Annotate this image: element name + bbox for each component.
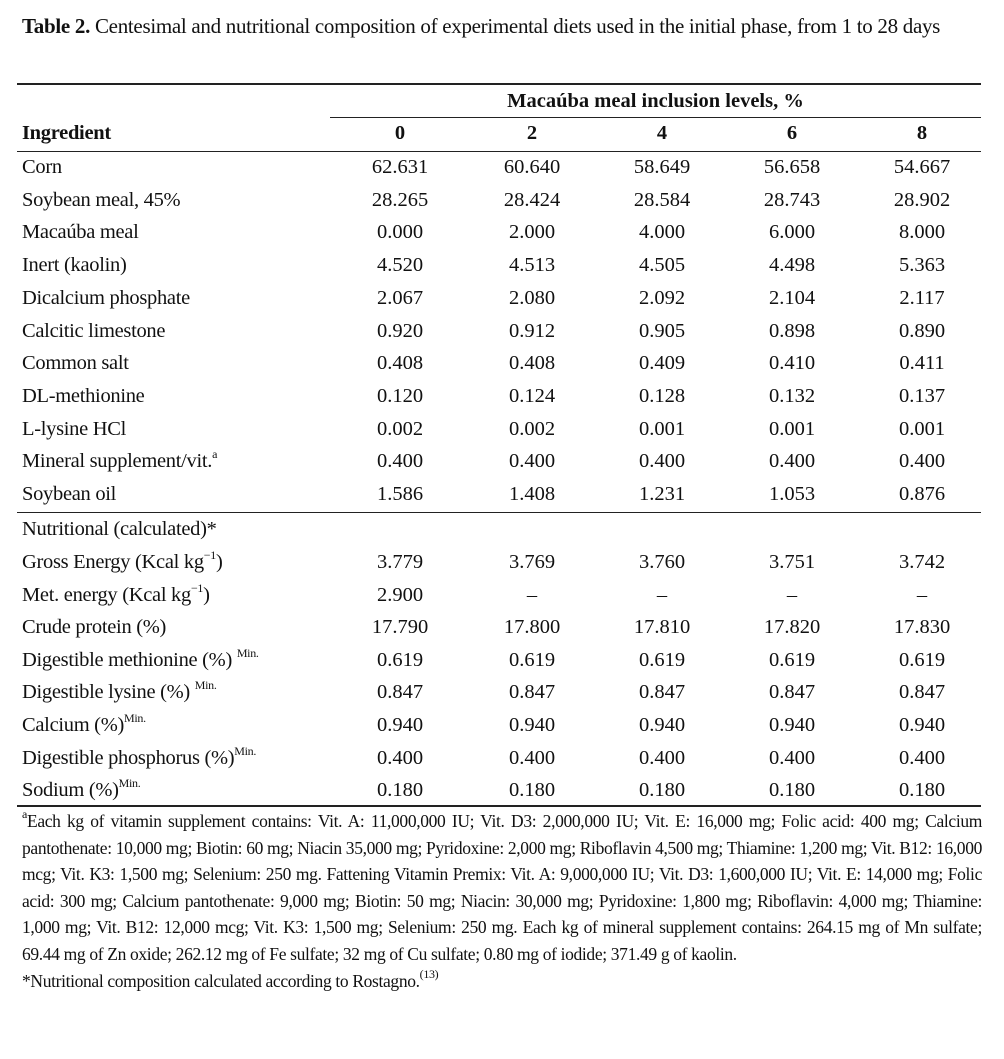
cell-value: 0.002 [508,417,556,440]
footnotes [22,808,982,994]
cell-value: 28.424 [503,188,561,211]
table-row [22,579,984,612]
row-label [22,709,146,742]
bottom-rule [17,805,981,807]
top-rule [17,83,981,85]
row-label-text: Sodium (%) [22,779,119,802]
footnote-a-text: Each kg of vitamin supplement contains: Vit. A: 11,000,000 IU; Vit. D3: 2,000,000 IU; Vit. E: 16,000 mg; Folic acid: 400 mg; Calcium pantothenate: 10,000 mg; Biotin: 60 mg; Niacin 35,000 mg; Pyridoxine: 2,000 mg; Riboflavin 4,500 mg; Thiamine: 1,200 mg; Vit. B12: 16,000 mcg; Vit. K3: 1,500 mg; Selenium: 250 mg. Fattening Vitamin Premix: Vit. A: 9,000,000 IU; Vit. D3: 1,600,000 IU; Vit. E: 14,000 mg; Folic acid: 300 mg; Calcium pantothenate: 9,000 mg; Biotin: 50 mg; Niacin: 30,000 mg; Pyridoxine: 1,800 mg; Riboflavin: 4,000 mg; Thiamine: 1,000 mg; Vit. B12: 12,000 mcg; Vit. K3: 1,500 mg; Selenium: 250 mg. Each kg of mineral supplement contains: 264.15 mg of Mn sulfate; 69.44 mg of Zn oxide; 262.12 mg of Fe sulfate; 32 mg of Cu sulfate; 0.80 mg of iodide; 371.49 g of kaolin. [22,811,982,964]
cell-value: 1.231 [638,483,686,505]
nutritional-header-row [22,513,984,546]
row-label [22,546,222,579]
table-row [22,184,984,217]
row-label-text: Inert (kaolin) [22,254,127,277]
row-label-text: Digestible lysine (%) [22,681,195,704]
row-label-sup: Min. [234,743,257,758]
cell-value: 0.400 [898,746,946,769]
cell-value: 3.760 [638,551,686,573]
cell-value: 62.631 [371,156,429,178]
row-label-text: Soybean meal, 45% [22,188,181,211]
row-label-text: L-lysine HCl [22,417,127,440]
cell-value: 0.847 [898,681,946,704]
row-label [22,644,259,677]
row-label-text: Macaúba meal [22,221,139,244]
cell-value: 0.400 [376,746,424,769]
cell-value: 2.117 [899,286,945,309]
cell-value: 0.411 [899,352,945,375]
table-row [22,347,984,380]
row-label-text: Corn [22,156,62,178]
cell-value: 0.400 [508,746,556,769]
cell-value: 0.400 [508,450,556,473]
cell-value: 3.751 [768,551,816,573]
row-label-sup: −1 [203,548,216,562]
cell-value: 0.120 [376,384,424,407]
cell-value: 0.847 [768,681,816,704]
cell-value: 60.640 [503,156,561,178]
row-label [22,282,190,315]
cell-value: 0.847 [376,681,424,704]
cell-value: 0.898 [768,319,816,342]
row-label [22,774,140,807]
cell-value: 0.847 [508,681,556,704]
column-header-row [22,117,984,150]
footnote-star [22,968,982,995]
row-label-suffix: ) [215,551,223,573]
cell-value: 0.400 [768,746,816,769]
table-row [22,611,984,644]
cell-value: 1.053 [768,483,816,505]
row-label [22,184,180,217]
footnote-a-marker: a [22,807,27,821]
table-row [22,315,984,348]
cell-value: 5.363 [898,254,946,277]
cell-value: 0.132 [768,384,816,407]
cell-value: 4.000 [638,221,686,244]
cell-value: 17.810 [633,616,691,639]
cell-value: 0.619 [898,648,946,671]
col-header-6: 6 [786,122,798,144]
cell-value: 4.520 [376,254,424,277]
cell-value: – [526,583,538,606]
row-label-sup: Min. [236,645,259,660]
cell-value: 8.000 [898,221,946,244]
cell-value: – [916,583,928,606]
cell-value: 0.890 [898,319,946,342]
cell-value: 17.790 [371,616,429,639]
table-row [22,676,984,709]
caption-text: Centesimal and nutritional composition of experimental diets used in the initial phase, from 1 to 28 days [90,14,941,38]
row-label [22,676,217,709]
table-row [22,151,984,184]
row-label [22,742,256,775]
cell-value: 4.498 [768,254,816,277]
cell-value: 28.584 [633,188,691,211]
cell-value: 0.180 [508,779,556,802]
cell-value: 0.180 [638,779,686,802]
cell-value: 58.649 [633,156,691,178]
cell-value: 2.000 [508,221,556,244]
cell-value: 0.940 [768,714,816,736]
row-label [22,347,129,380]
cell-value: 0.000 [376,221,424,244]
row-label-sup: Min. [124,711,146,725]
cell-value: 0.400 [638,450,686,473]
cell-value: 3.742 [898,551,946,573]
table-row [22,774,984,807]
cell-value: 6.000 [768,221,816,244]
row-label-sup: Min. [194,678,217,693]
table-label: Table 2. [22,14,91,38]
cell-value: 1.586 [376,483,424,505]
cell-value: 2.092 [638,286,686,309]
table-row [22,413,984,446]
cell-value: 0.001 [638,417,686,440]
cell-value: 17.820 [763,616,821,639]
table-row [22,380,984,413]
footnote-star-ref: (13) [419,966,439,981]
cell-value: 28.265 [371,188,429,211]
col-header-0: 0 [394,122,406,144]
cell-value: – [786,583,798,606]
cell-value: 0.905 [638,319,686,342]
cell-value: 0.847 [638,681,686,704]
cell-value: 4.513 [508,254,556,277]
table-caption [22,10,982,43]
cell-value: 0.940 [508,714,556,736]
row-label-sup: a [212,447,218,462]
row-label-text: Mineral supplement/vit. [22,450,213,473]
row-label-text: Crude protein (%) [22,616,167,639]
col-header-8: 8 [916,122,928,144]
row-label [22,315,165,348]
row-label-text: Gross Energy (Kcal kg [22,551,204,573]
table-row [22,216,984,249]
cell-value: 2.900 [376,583,424,606]
row-label-text: Digestible methionine (%) [22,648,237,671]
row-label [22,151,62,184]
cell-value: 17.830 [893,616,951,639]
cell-value: 0.002 [376,417,424,440]
nutritional-header: Nutritional (calculated)* [22,518,217,540]
row-label [22,445,217,478]
cell-value: 0.001 [768,417,816,440]
cell-value: 0.876 [898,483,946,505]
row-label-text: Met. energy (Kcal kg [22,583,191,606]
cell-value: 0.400 [376,450,424,473]
cell-value: 0.940 [638,714,686,736]
cell-value: 17.800 [503,616,561,639]
row-label-text: Digestible phosphorus (%) [22,746,235,769]
row-label-text: Calcium (%) [22,714,125,736]
row-label [22,478,116,511]
row-label [22,413,126,446]
row-label-suffix: ) [203,583,210,606]
row-label [22,380,144,413]
col-header-2: 2 [526,122,538,144]
cell-value: 0.409 [638,352,686,375]
cell-value: 0.408 [376,352,424,375]
cell-value: 28.902 [893,188,951,211]
cell-value: 3.779 [376,551,424,573]
table-row [22,249,984,282]
table-row [22,742,984,775]
cell-value: 54.667 [893,156,951,178]
cell-value: 0.180 [898,779,946,802]
cell-value: 0.940 [376,714,424,736]
cell-value: 0.400 [768,450,816,473]
footnote-star-text: *Nutritional composition calculated according to Rostagno. [22,970,420,991]
cell-value: 0.619 [508,648,556,671]
row-label-sup: −1 [190,580,204,595]
row-label [22,611,166,644]
span-header: Macaúba meal inclusion levels, % [507,90,804,112]
cell-value: 0.619 [638,648,686,671]
cell-value: 4.505 [638,254,686,277]
cell-value: 0.124 [508,384,556,407]
row-label-text: Dicalcium phosphate [22,286,190,309]
cell-value: 0.920 [376,319,424,342]
cell-value: 3.769 [508,551,556,573]
cell-value: 0.180 [768,779,816,802]
row-label-text: Soybean oil [22,483,117,505]
cell-value: – [656,583,668,606]
cell-value: 0.137 [898,384,946,407]
cell-value: 2.104 [768,286,816,309]
cell-value: 0.912 [508,319,556,342]
cell-value: 0.400 [638,746,686,769]
cell-value: 0.001 [898,417,946,440]
col-header-4: 4 [656,122,668,144]
cell-value: 0.408 [508,352,556,375]
footnote-a [22,808,982,968]
table-row [22,644,984,677]
cell-value: 0.400 [898,450,946,473]
row-label-text: DL-methionine [22,384,145,407]
cell-value: 1.408 [508,483,556,505]
table-row [22,709,984,742]
row-label-sup: Min. [118,776,141,791]
table-row [22,478,984,511]
table-row [22,282,984,315]
cell-value: 0.180 [376,779,424,802]
cell-value: 0.619 [768,648,816,671]
cell-value: 2.080 [508,286,556,309]
row-label-text: Calcitic limestone [22,319,166,342]
row-label [22,216,139,249]
cell-value: 28.743 [763,188,821,211]
row-label [22,249,127,282]
cell-value: 2.067 [376,286,424,309]
cell-value: 0.128 [638,384,686,407]
cell-value: 0.410 [768,352,816,375]
cell-value: 56.658 [763,156,821,178]
row-label-text: Common salt [22,352,129,375]
cell-value: 0.940 [898,714,946,736]
ingredient-header: Ingredient [22,122,111,144]
row-label [22,579,210,612]
table-row [22,546,984,579]
table-row [22,445,984,478]
cell-value: 0.619 [376,648,424,671]
